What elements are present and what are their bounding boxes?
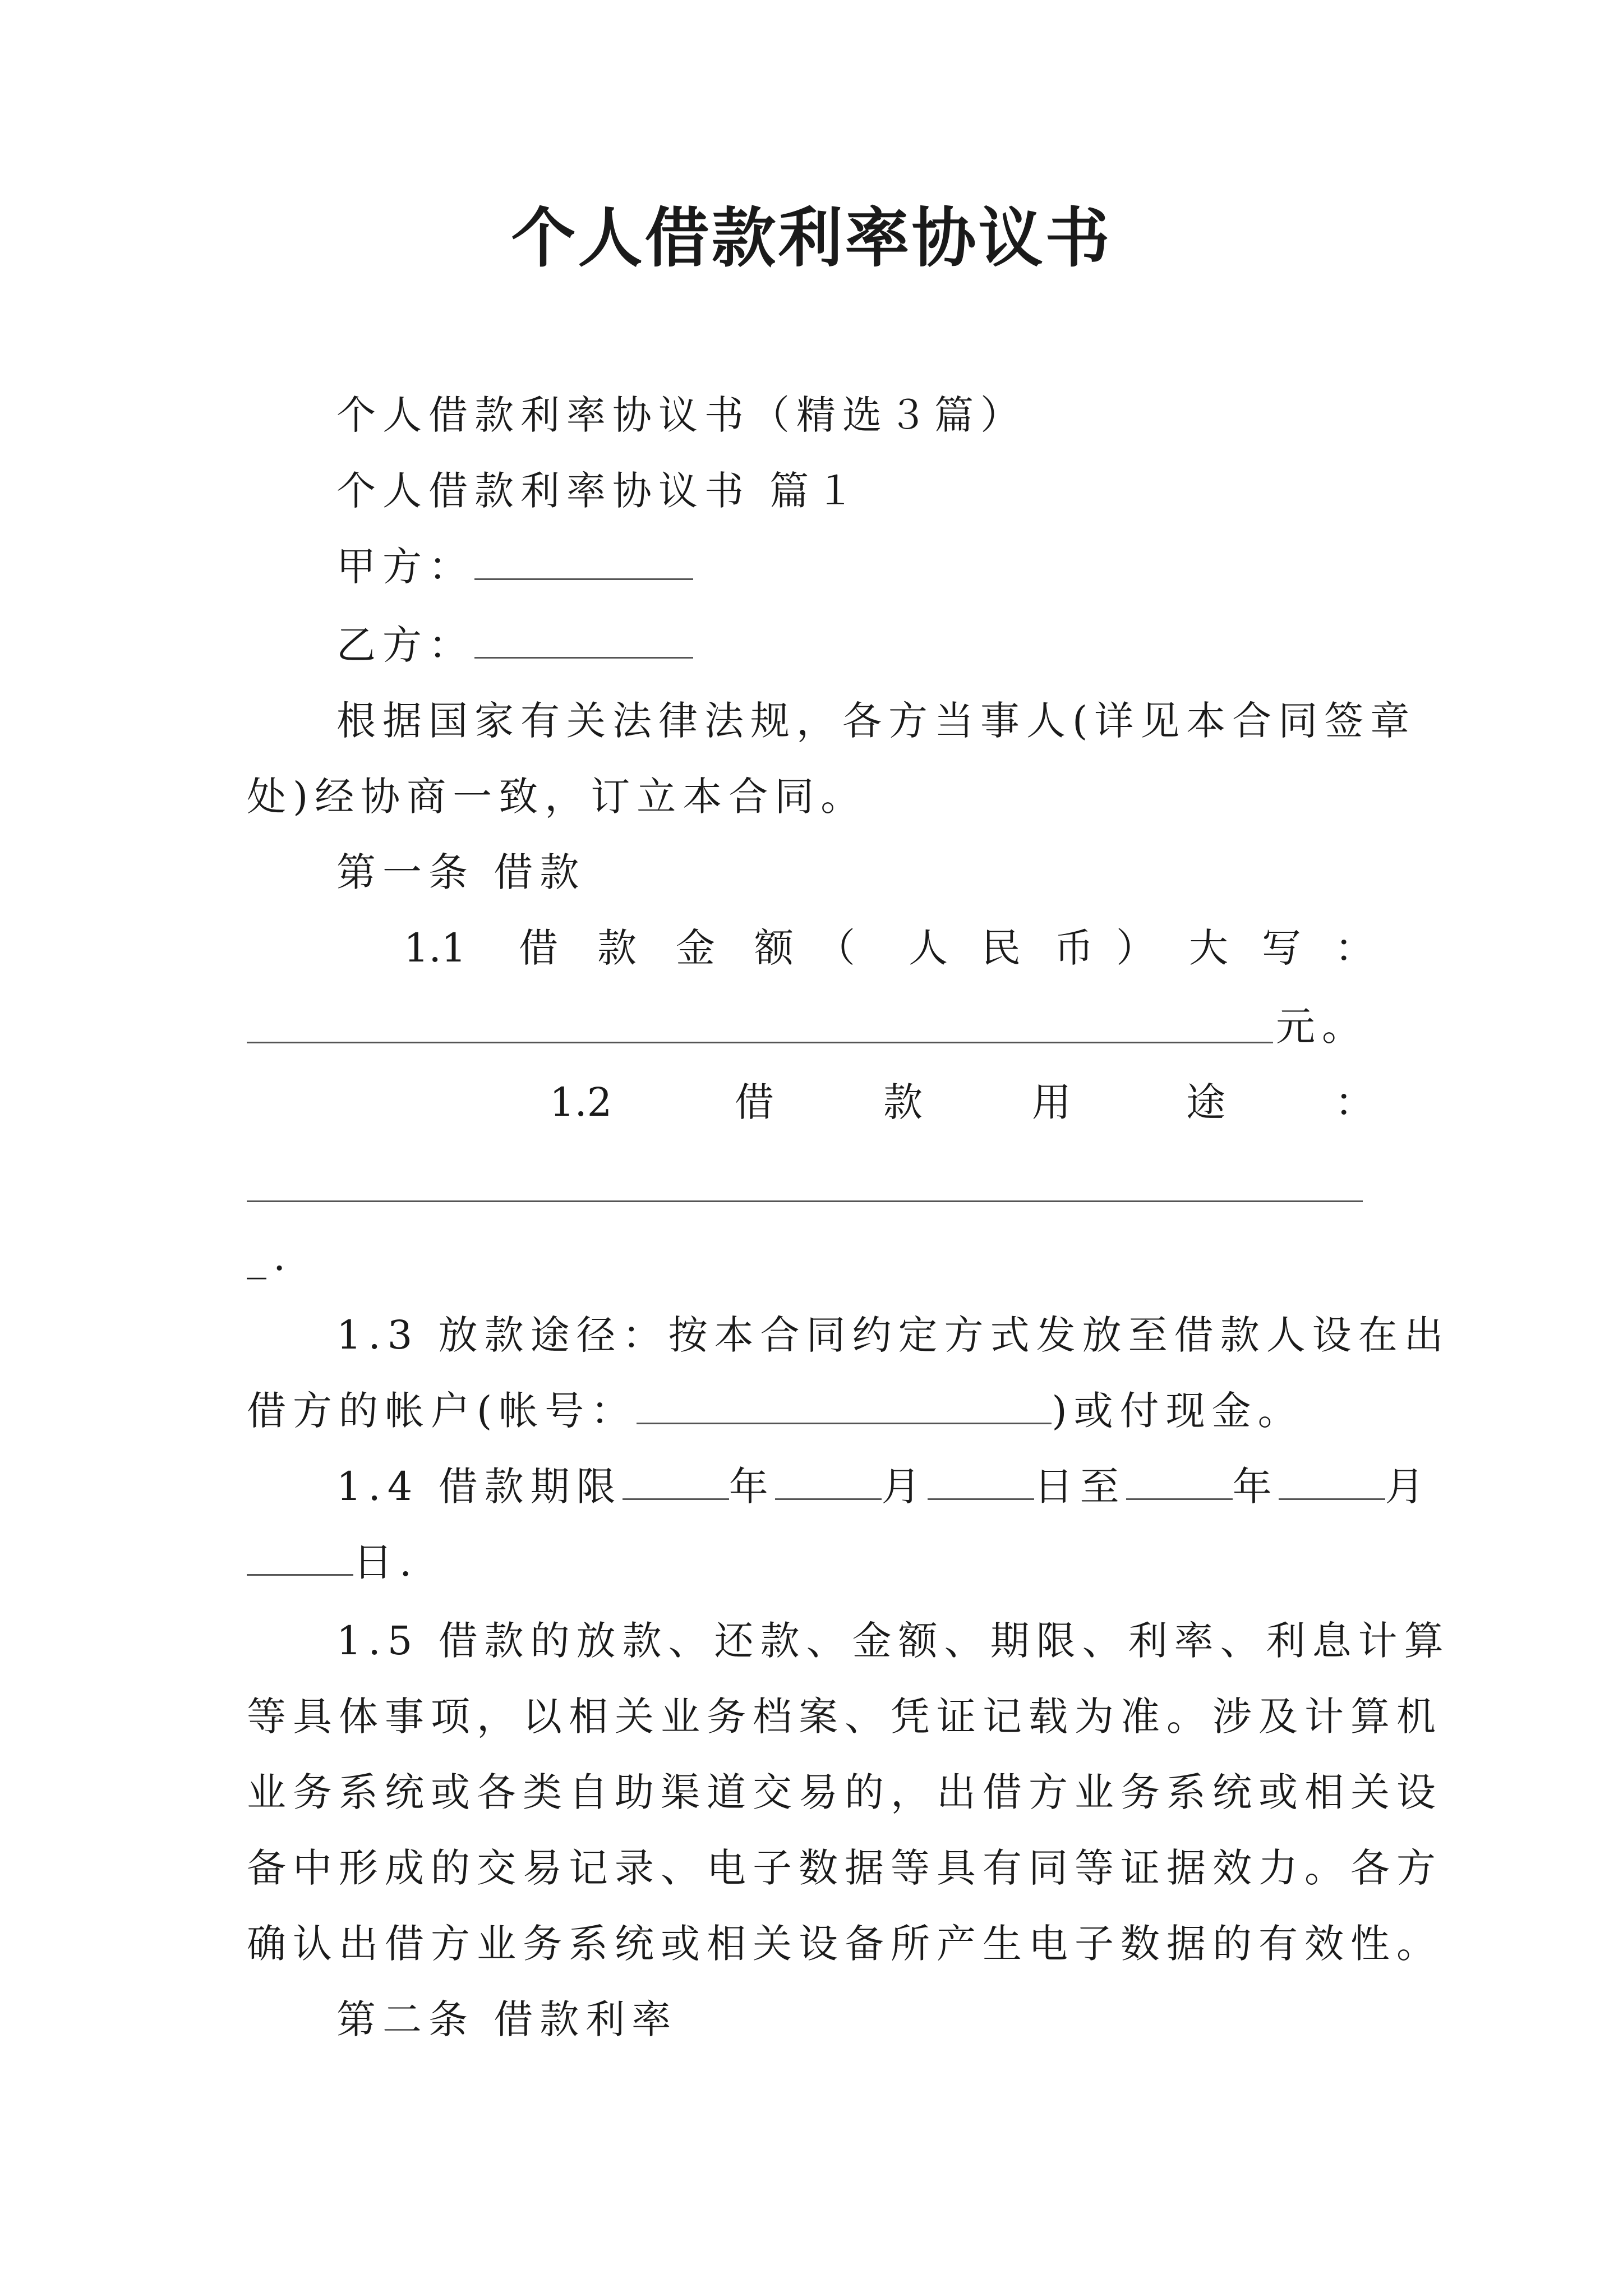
yuan-label: 元。 — [1276, 1004, 1368, 1050]
clause-1-5-line-5: 确认出借方业务系统或相关设备所产生电子数据的有效性。 — [247, 1921, 1442, 1967]
end-year-blank — [1126, 1465, 1233, 1500]
day-to-label: 日至 — [1034, 1464, 1126, 1510]
account-label: 借方的帐户(帐号： — [247, 1388, 637, 1434]
clause-1-2-char: 款 — [883, 1079, 923, 1125]
party-a-blank — [474, 545, 693, 580]
term-label: 1.4 借款期限 — [336, 1464, 623, 1510]
clause-1-5-line-1: 1.5 借款的放款、还款、金额、期限、利率、利息计算 — [336, 1618, 1450, 1664]
clause-1-1-char: 写 — [1262, 925, 1301, 971]
start-year-blank — [623, 1465, 729, 1500]
clause-1-2-char: 途 — [1186, 1079, 1225, 1125]
account-blank — [637, 1389, 1052, 1424]
party-b-line — [336, 623, 693, 668]
purpose-end-mark: _. — [247, 1234, 293, 1280]
clause-1-1-char: 借 — [519, 925, 558, 971]
clause-1-1-char: （ — [816, 925, 855, 971]
month-label: 月 — [1385, 1464, 1431, 1510]
paragraph-intro-line-1: 根据国家有关法律法规，各方当事人(详见本合同签章 — [336, 698, 1417, 744]
clause-1-4-line-1 — [336, 1464, 1431, 1509]
start-day-blank — [928, 1465, 1034, 1500]
party-b-blank — [474, 623, 693, 659]
party-b-label: 乙方： — [336, 622, 474, 668]
year-label: 年 — [1232, 1464, 1279, 1510]
year-label: 年 — [728, 1464, 775, 1510]
clause-1-1-char: 额 — [754, 925, 794, 971]
clause-1-1-char: 金 — [676, 925, 715, 971]
purpose-blank-rule — [247, 1200, 1363, 1202]
article-2-heading: 第二条 借款利率 — [336, 1996, 678, 2042]
clause-1-2-line — [0, 1080, 1623, 1125]
clause-1-1-number: 1.1 — [404, 925, 467, 971]
clause-1-1-char: 款 — [597, 925, 637, 971]
clause-1-1-char: ） — [1116, 925, 1155, 971]
document-title: 个人借款利率协议书 — [511, 200, 1112, 276]
clause-1-3-line-2 — [247, 1388, 1304, 1433]
clause-1-4-line-2 — [247, 1540, 418, 1585]
day-end-label: 日. — [353, 1539, 419, 1585]
clause-1-1-char: 大 — [1189, 925, 1228, 971]
clause-1-2-char: 借 — [735, 1079, 774, 1125]
cash-text: )或付现金。 — [1052, 1388, 1304, 1434]
clause-1-5-line-2: 等具体事项，以相关业务档案、凭证记载为准。涉及计算机 — [247, 1694, 1442, 1740]
clause-1-1-char: 人 — [909, 925, 948, 971]
start-month-blank — [775, 1465, 882, 1500]
subtitle-selected: 个人借款利率协议书（精选３篇） — [336, 392, 1026, 438]
clause-1-2-number: 1.2 — [550, 1079, 612, 1125]
end-month-blank — [1279, 1465, 1385, 1500]
amount-blank-rule — [247, 1042, 1273, 1043]
clause-1-1-char: ： — [1335, 925, 1374, 971]
month-label: 月 — [881, 1464, 928, 1510]
clause-1-2-char: ： — [1335, 1079, 1374, 1125]
paragraph-intro-line-2: 处)经协商一致，订立本合同。 — [247, 774, 867, 820]
clause-1-3-line-1: 1.3 放款途径：按本合同约定方式发放至借款人设在出 — [336, 1312, 1450, 1358]
clause-1-1-line — [0, 926, 1623, 970]
clause-1-5-line-4: 备中形成的交易记录、电子数据等具有同等证据效力。各方 — [247, 1845, 1442, 1891]
end-day-blank — [247, 1540, 353, 1576]
article-1-heading: 第一条 借款 — [336, 849, 586, 895]
clause-1-1-char: 民 — [981, 925, 1021, 971]
clause-1-1-char: 币 — [1054, 925, 1094, 971]
clause-1-2-char: 用 — [1032, 1079, 1071, 1125]
clause-1-5-line-3: 业务系统或各类自助渠道交易的，出借方业务系统或相关设 — [247, 1769, 1442, 1815]
party-a-line — [336, 544, 693, 589]
subtitle-part-1: 个人借款利率协议书 篇１ — [336, 468, 862, 514]
party-a-label: 甲方： — [336, 544, 474, 590]
